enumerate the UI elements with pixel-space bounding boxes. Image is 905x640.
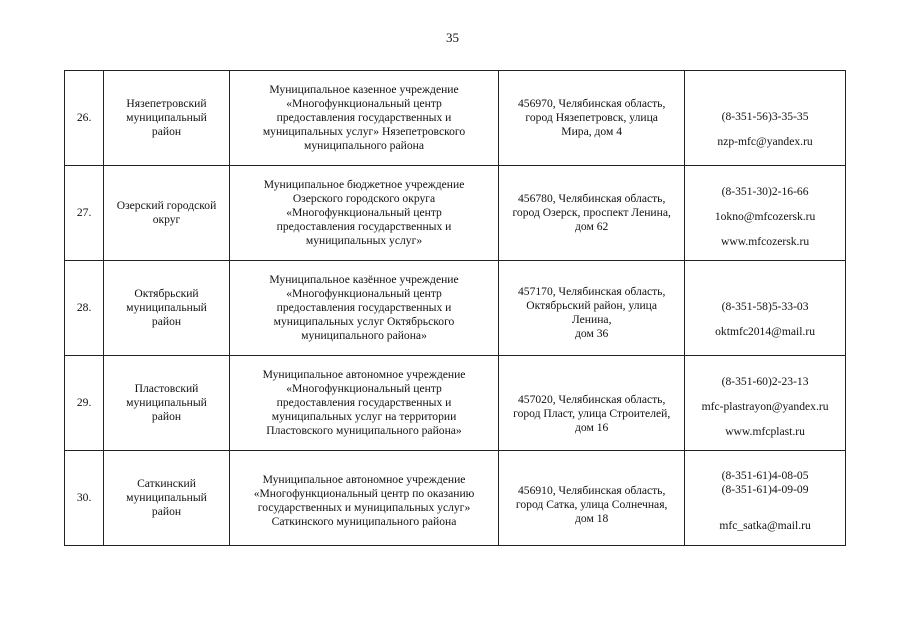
district-line: Озерский городской <box>116 199 217 212</box>
district-line: Нязепетровский <box>126 97 207 110</box>
table-row <box>65 261 846 356</box>
district-line: муниципальный <box>126 396 207 409</box>
phone-text: (8-351-61)4-09-09 <box>721 483 809 496</box>
institution-line: «Многофункциональный центр <box>286 97 442 110</box>
table-row <box>65 356 846 451</box>
district-line: округ <box>152 213 181 226</box>
institution-line: «Многофункциональный центр <box>286 287 442 300</box>
district-line: муниципальный <box>126 111 207 124</box>
institution-line: муниципальных услуг» Нязепетровского <box>262 125 466 138</box>
address-line: 456970, Челябинская область, <box>517 97 666 110</box>
phone-text: (8-351-56)3-35-35 <box>721 109 809 123</box>
email-link: mfc-plastrayon@yandex.ru <box>701 400 829 413</box>
email-link: mfc_satka@mail.ru <box>719 519 811 532</box>
institution-cell <box>229 451 498 546</box>
contacts-cell <box>685 451 846 546</box>
phone-text: (8-351-58)5-33-03 <box>721 299 809 313</box>
institution-line: Муниципальное автономное учреждение <box>262 368 466 381</box>
district-cell <box>104 71 230 166</box>
email-link: 1okno@mfcozersk.ru <box>714 210 816 223</box>
institution-line: муниципального района <box>304 139 424 152</box>
district-line: район <box>151 315 182 328</box>
district-line: Саткинский <box>137 477 196 490</box>
district-cell <box>104 166 230 261</box>
phone-text: (8-351-61)4-08-05 <box>721 469 809 482</box>
district-line: район <box>151 505 182 518</box>
row-number-cell: 30. <box>65 451 104 546</box>
address-line: Октябрьский район, улица <box>526 299 658 312</box>
institution-line: предоставления государственных и <box>276 396 452 409</box>
address-line: 457170, Челябинская область, <box>517 285 666 298</box>
address-line: город Озерск, проспект Ленина, <box>512 206 671 219</box>
address-cell <box>499 451 685 546</box>
page-number: 35 <box>446 30 459 45</box>
address-line: дом 16 <box>575 421 609 434</box>
address-line: 456910, Челябинская область, <box>517 484 666 497</box>
district-line: муниципальный <box>126 491 207 504</box>
address-line: дом 18 <box>575 512 609 525</box>
row-number-cell: 27. <box>65 166 104 261</box>
institution-line: муниципального района» <box>301 329 427 342</box>
district-line: Пластовский <box>134 382 199 395</box>
address-line: город Нязепетровск, улица <box>525 111 658 124</box>
email-link: nzp-mfc@yandex.ru <box>717 134 813 148</box>
institution-line: «Многофункциональный центр <box>286 206 442 219</box>
institution-line: Муниципальное автономное учреждение <box>262 473 466 486</box>
mfc-table <box>64 70 846 546</box>
district-cell <box>104 451 230 546</box>
institution-line: «Многофункциональный центр <box>286 382 442 395</box>
address-line: 457020, Челябинская область, <box>517 393 666 406</box>
contacts-cell <box>685 261 846 356</box>
address-cell <box>499 71 685 166</box>
row-number-cell: 29. <box>65 356 104 451</box>
address-line: Ленина, <box>571 313 612 326</box>
institution-line: Муниципальное бюджетное учреждение <box>263 178 465 191</box>
institution-line: государственных и муниципальных услуг» <box>257 501 471 514</box>
institution-line: предоставления государственных и <box>276 301 452 314</box>
institution-line: «Многофункциональный центр по оказанию <box>253 487 475 500</box>
phone-text: (8-351-30)2-16-66 <box>721 185 809 198</box>
institution-line: предоставления государственных и <box>276 220 452 233</box>
row-number-cell: 28. <box>65 261 104 356</box>
institution-cell <box>229 261 498 356</box>
institution-line: муниципальных услуг Октябрьского <box>273 315 455 328</box>
address-line: Мира, дом 4 <box>561 125 623 138</box>
table-row <box>65 71 846 166</box>
phone-text: (8-351-60)2-23-13 <box>721 375 809 388</box>
institution-cell <box>229 71 498 166</box>
district-cell <box>104 356 230 451</box>
district-line: район <box>151 410 182 423</box>
district-line: Октябрьский <box>134 287 199 300</box>
contacts-cell <box>685 356 846 451</box>
table-row <box>65 451 846 546</box>
address-line: 456780, Челябинская область, <box>517 192 666 205</box>
district-line: муниципальный <box>126 301 207 314</box>
institution-cell <box>229 356 498 451</box>
institution-line: муниципальных услуг на территории <box>271 410 457 423</box>
row-number-cell: 26. <box>65 71 104 166</box>
address-line: дом 36 <box>575 327 609 340</box>
address-line: город Сатка, улица Солнечная, <box>515 498 668 511</box>
address-line: дом 62 <box>575 220 609 233</box>
contacts-cell <box>685 166 846 261</box>
district-cell <box>104 261 230 356</box>
website-link: www.mfcozersk.ru <box>721 235 810 248</box>
district-line: район <box>151 125 182 138</box>
institution-line: Озерского городского округа <box>292 192 436 205</box>
website-link: www.mfcplast.ru <box>725 425 805 438</box>
address-line: город Пласт, улица Строителей, <box>513 407 671 420</box>
table-row <box>65 166 846 261</box>
email-link: oktmfc2014@mail.ru <box>715 324 815 338</box>
institution-line: предоставления государственных и <box>276 111 452 124</box>
institution-line: Саткинского муниципального района <box>271 515 457 528</box>
institution-line: Пластовского муниципального района» <box>266 424 462 437</box>
address-cell <box>499 261 685 356</box>
contacts-cell <box>685 71 846 166</box>
institution-line: Муниципальное казённое учреждение <box>269 273 459 286</box>
address-cell <box>499 166 685 261</box>
institution-line: Муниципальное казенное учреждение <box>269 83 459 96</box>
address-cell <box>499 356 685 451</box>
institution-cell <box>229 166 498 261</box>
institution-line: муниципальных услуг» <box>305 234 423 247</box>
